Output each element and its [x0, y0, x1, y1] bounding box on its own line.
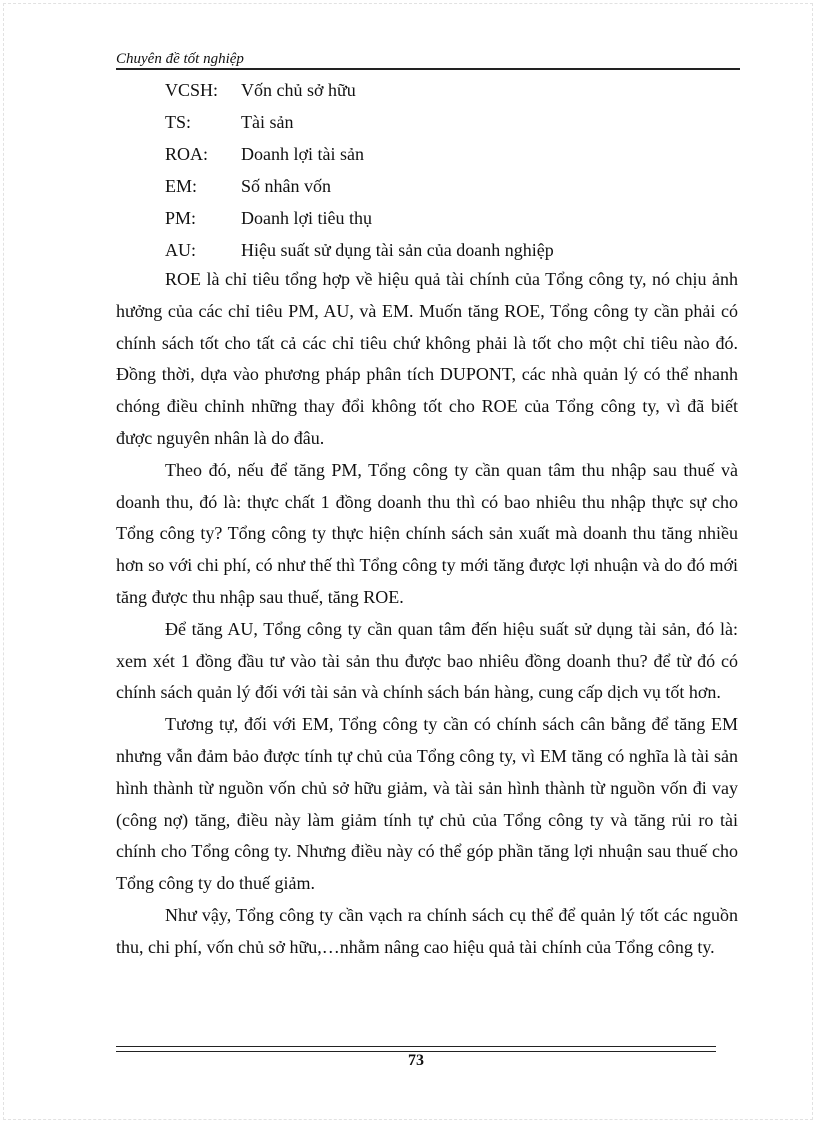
paragraph-pm: Theo đó, nếu để tăng PM, Tổng công ty cần quan tâm thu nhập sau thuế và doanh thu, đó là: thực chất 1 đồng doanh thu thì có bao nhiêu thu nhập thực sự cho Tổng công ty? Tổng công ty thực hiện chính sách sản xuất mà doanh thu tăng nhiều hơn so với chi phí, có như thế thì Tổng công ty mới tăng được lợi nhuận và do đó mới tăng được thu nhập sau thuế, tăng ROE.	[116, 459, 738, 607]
header-title: Chuyên đề tốt nghiệp	[116, 51, 244, 67]
definition-text: Doanh lợi tiêu thụ	[241, 207, 373, 228]
definition-text: Doanh lợi tài sản	[241, 143, 364, 164]
definition-row	[165, 106, 735, 138]
definition-text: Số nhân vốn	[241, 175, 331, 196]
definition-abbr: EM:	[165, 175, 198, 196]
paragraph-au: Để tăng AU, Tổng công ty cần quan tâm đến hiệu suất sử dụng tài sản, đó là: xem xét 1 đồng đầu tư vào tài sản thu được bao nhiêu đồng doanh thu? để từ đó có chính sách quản lý đối với tài sản và chính sách bán hàng, cung cấp dịch vụ tốt hơn.	[116, 618, 738, 703]
definition-abbr: ROA:	[165, 143, 209, 164]
definition-text: Vốn chủ sở hữu	[241, 79, 356, 100]
paragraph-conclusion: Như vậy, Tổng công ty cần vạch ra chính sách cụ thể để quản lý tốt các nguồn thu, chi phí, vốn chủ sở hữu,…nhằm nâng cao hiệu quả tài chính của Tổng công ty.	[116, 904, 738, 957]
definition-text: Hiệu suất sử dụng tài sản của doanh nghiệp	[241, 239, 554, 260]
definition-row	[165, 138, 735, 170]
paragraph-roe: ROE là chỉ tiêu tổng hợp về hiệu quả tài chính của Tổng công ty, nó chịu ảnh hưởng của các chỉ tiêu PM, AU, và EM. Muốn tăng ROE, Tổng công ty cần phải có chính sách tốt cho tất cả các chỉ tiêu chứ không phải là tốt cho một chỉ tiêu nào đó. Đồng thời, dựa vào phương pháp phân tích DUPONT, các nhà quản lý có thể nhanh chóng điều chỉnh những thay đổi không tốt cho ROE của Tổng công ty, vì đã biết được nguyên nhân là do đâu.	[116, 269, 738, 448]
definition-abbr: VCSH:	[165, 79, 219, 100]
page-number: 73	[408, 1052, 424, 1069]
definition-abbr: TS:	[165, 111, 192, 132]
definition-abbr: PM:	[165, 207, 197, 228]
definition-row	[165, 74, 735, 106]
body-text	[116, 264, 738, 964]
definition-abbr: AU:	[165, 239, 196, 260]
definition-text: Tài sản	[241, 111, 294, 132]
definition-row	[165, 202, 735, 234]
definitions-list	[165, 74, 735, 266]
paragraph-em: Tương tự, đối với EM, Tổng công ty cần có chính sách cân bằng để tăng EM nhưng vẫn đảm bảo được tính tự chủ của Tổng công ty, vì EM tăng có nghĩa là tài sản hình thành từ nguồn vốn chủ sở hữu giảm, và tài sản hình thành từ nguồn vốn đi vay (công nợ) tăng, điều này làm giảm tính tự chủ của Tổng công ty và tăng rủi ro tài chính cho Tổng công ty. Nhưng điều này có thể góp phần tăng lợi nhuận sau thuế cho Tổng công ty do thuế giảm.	[116, 714, 738, 894]
definition-row	[165, 170, 735, 202]
definition-row	[165, 234, 735, 266]
page-header	[116, 50, 740, 70]
